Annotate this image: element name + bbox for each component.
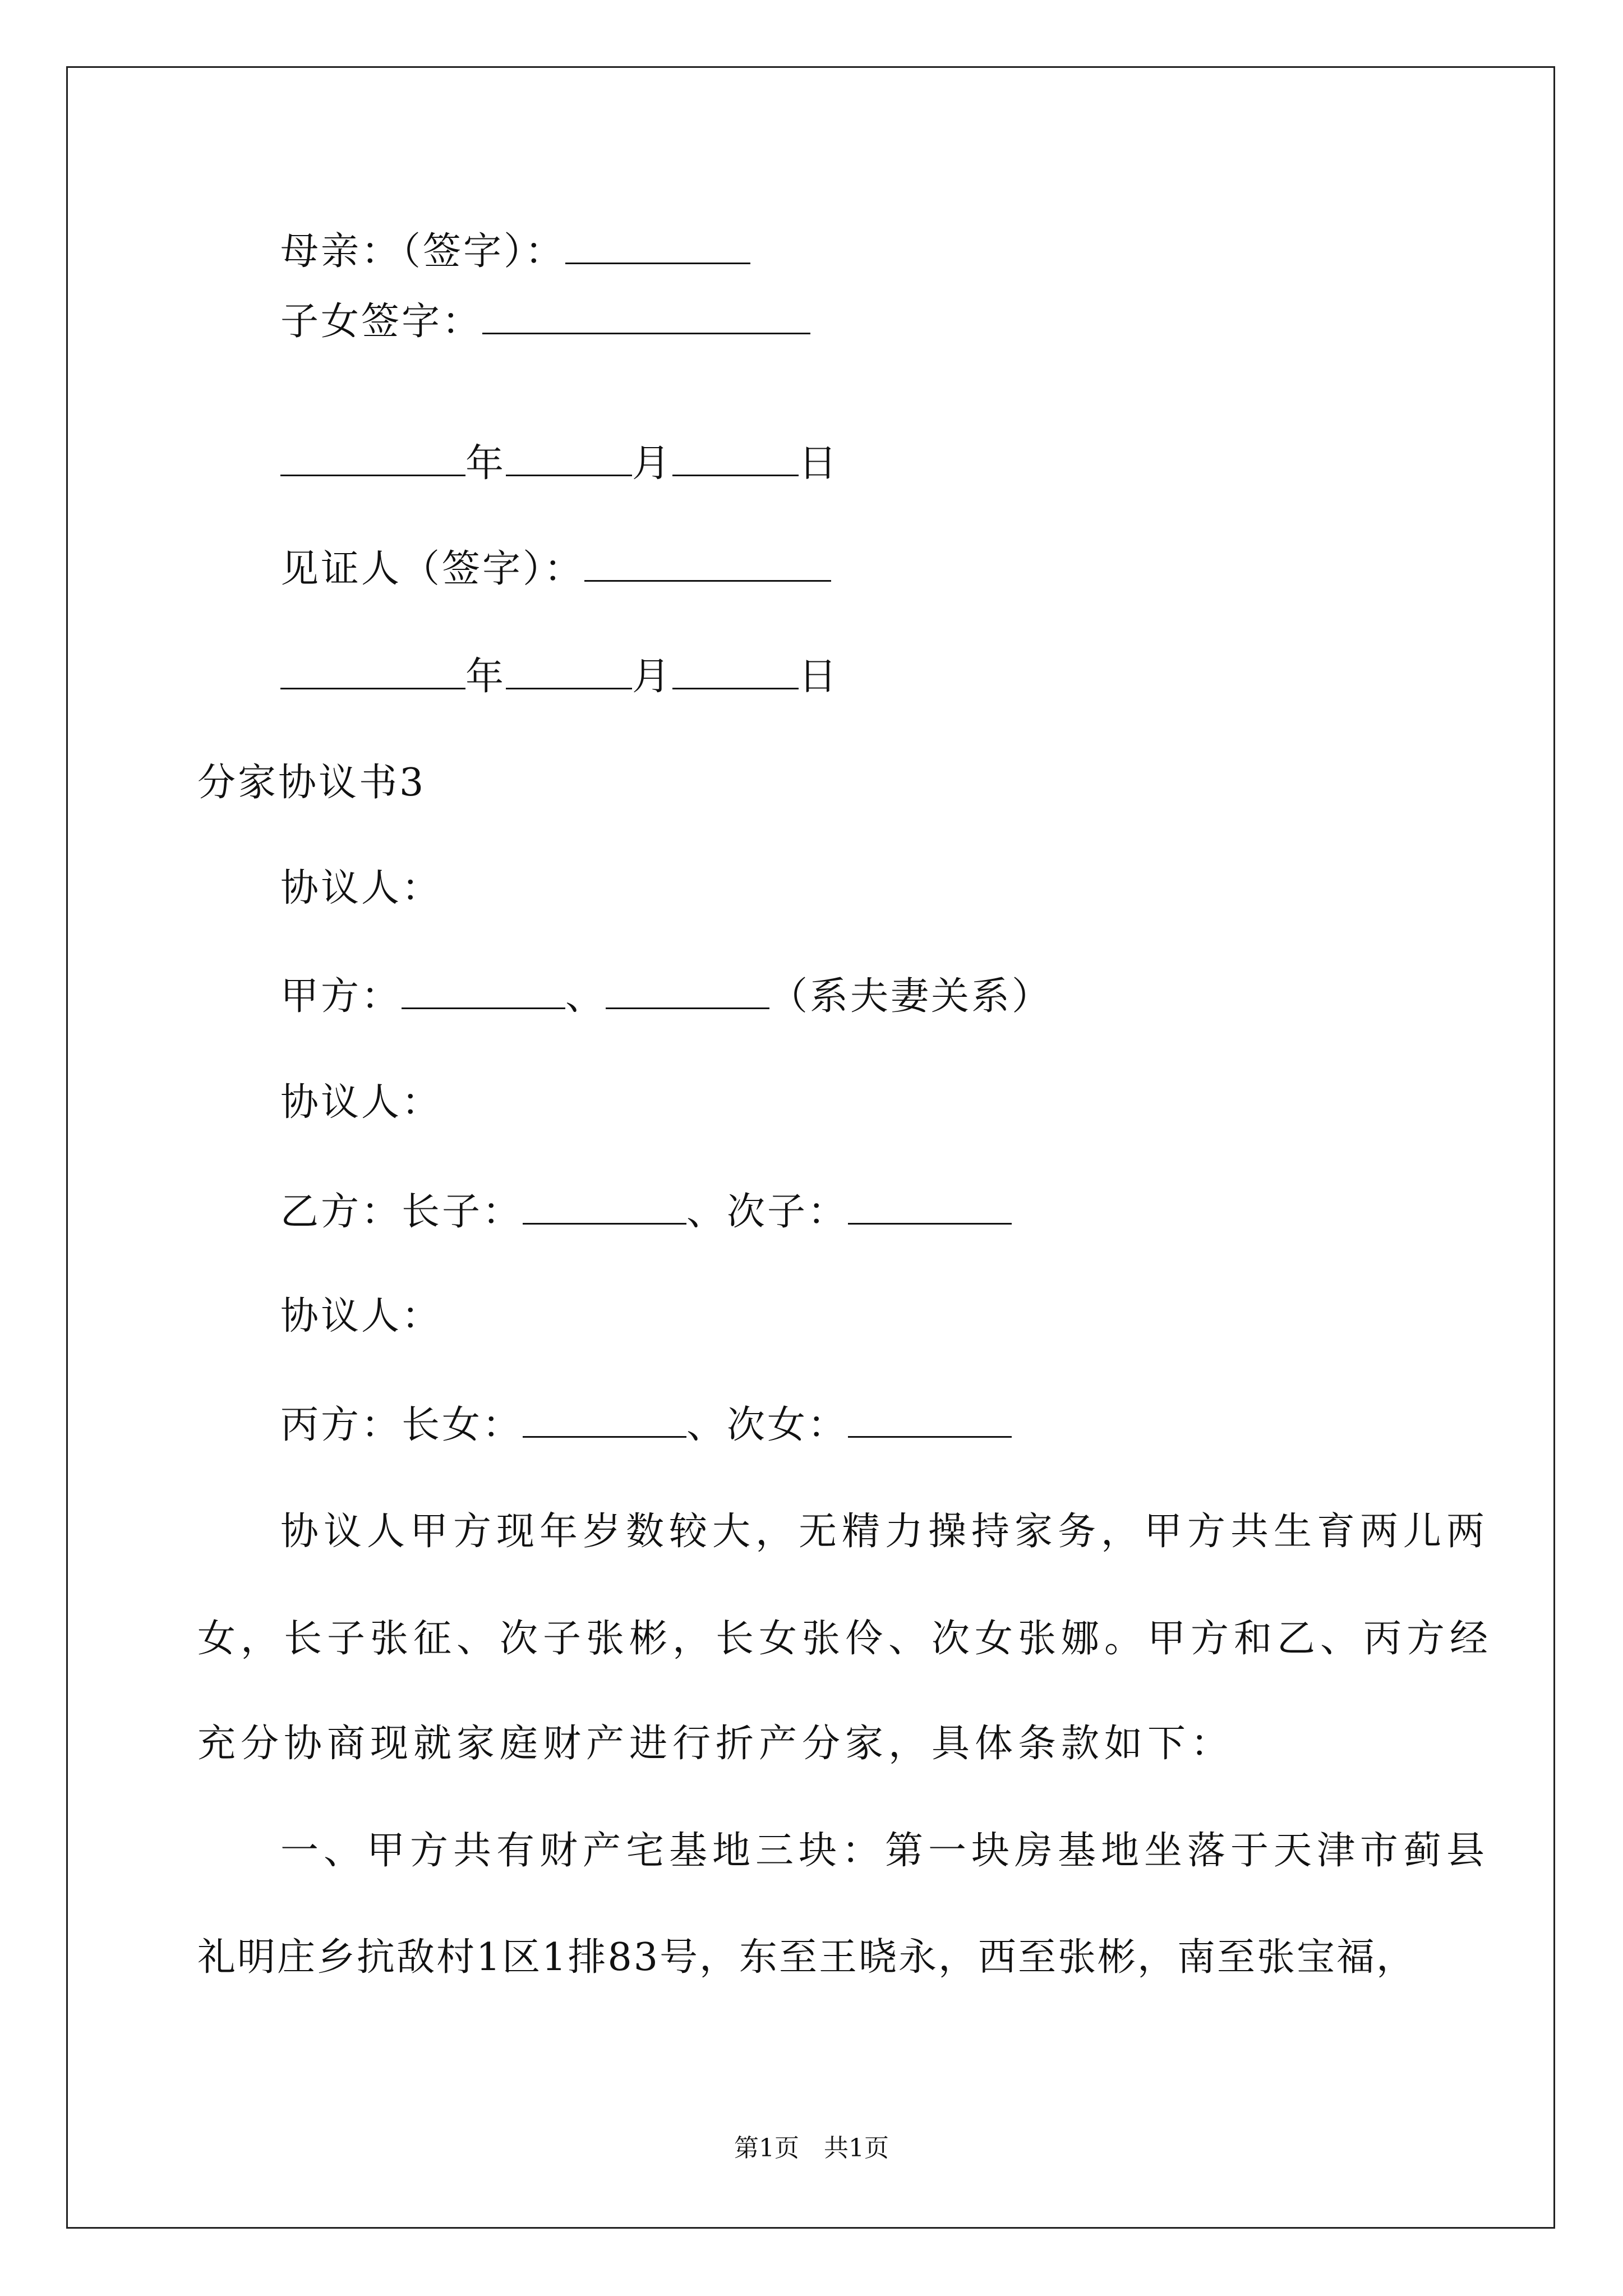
date-year-blank-2[interactable] (280, 656, 465, 689)
party-a-blank-2[interactable] (606, 976, 769, 1009)
page-footer: 第1页 共1页 (734, 2134, 889, 2162)
date-day-label: 日 (799, 441, 840, 486)
date-line-2 (280, 655, 840, 699)
party-a-blank-1[interactable] (402, 976, 565, 1009)
party-b-blank-2[interactable] (848, 1191, 1012, 1225)
party-c-line (280, 1403, 1012, 1447)
children-signature-blank[interactable] (482, 301, 810, 334)
page-border (66, 66, 1555, 2229)
date-year-blank[interactable] (280, 443, 465, 476)
date-year-label: 年 (465, 441, 506, 486)
party-c-label: 丙方：长女： (280, 1403, 523, 1447)
section-title: 分家协议书3 (197, 761, 426, 805)
party-label-3: 协议人： (280, 1294, 442, 1338)
date-year-label-2: 年 (465, 655, 506, 699)
date-month-blank-2[interactable] (506, 656, 632, 689)
party-a-note: （系夫妻关系） (769, 974, 1053, 1019)
date-month-label: 月 (632, 441, 673, 486)
children-signature-label: 子女签字： (280, 300, 483, 344)
paragraph-2-line-1: 一、甲方共有财产宅基地三块：第一块房基地坐落于天津市蓟县 (280, 1829, 1490, 1873)
party-c-blank-1[interactable] (523, 1405, 686, 1438)
mother-signature-line (280, 229, 750, 274)
party-a-line (280, 974, 1053, 1019)
party-a-label: 甲方： (280, 974, 402, 1019)
date-month-blank[interactable] (506, 443, 632, 476)
mother-signature-label: 母亲：（签字）： (280, 229, 566, 274)
party-label-2: 协议人： (280, 1080, 442, 1125)
party-label-1: 协议人： (280, 866, 442, 910)
witness-signature-line (280, 547, 831, 591)
paragraph-1-line-3: 充分协商现就家庭财产进行折产分家，具体条款如下： (197, 1722, 1234, 1766)
date-line-1 (280, 441, 840, 486)
date-day-blank[interactable] (672, 443, 799, 476)
party-b-second-label: 、次子： (686, 1190, 849, 1234)
paragraph-1-line-1: 协议人甲方现年岁数较大，无精力操持家务，甲方共生育两儿两 (280, 1510, 1490, 1554)
party-c-blank-2[interactable] (848, 1405, 1012, 1438)
party-b-line (280, 1190, 1012, 1234)
party-c-second-label: 、次女： (686, 1403, 849, 1447)
date-month-label-2: 月 (632, 655, 673, 699)
mother-signature-blank[interactable] (565, 231, 750, 264)
witness-signature-blank[interactable] (584, 549, 831, 582)
paragraph-1-line-2: 女，长子张征、次子张彬，长女张伶、次女张娜。甲方和乙、丙方经 (197, 1617, 1493, 1661)
witness-signature-label: 见证人（签字）： (280, 547, 585, 591)
date-day-blank-2[interactable] (672, 656, 799, 689)
party-a-separator: 、 (565, 974, 606, 1019)
date-day-label-2: 日 (799, 655, 840, 699)
party-b-blank-1[interactable] (523, 1191, 686, 1225)
party-b-label: 乙方：长子： (280, 1190, 523, 1234)
paragraph-2-line-2: 礼明庄乡抗敌村1区1排83号，东至王晓永，西至张彬，南至张宝福， (197, 1935, 1417, 1980)
children-signature-line (280, 300, 810, 344)
